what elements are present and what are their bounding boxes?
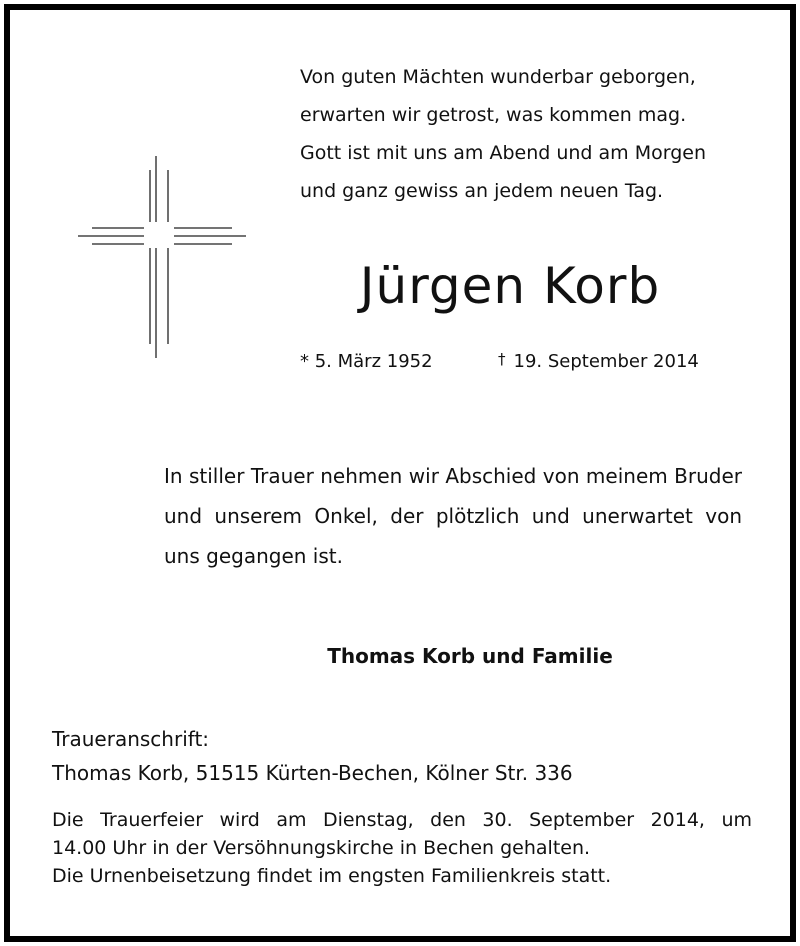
death-date-group — [498, 345, 699, 379]
verse-line: und ganz gewiss an jedem neuen Tag. — [300, 180, 664, 202]
deceased-name: Jürgen Korb — [359, 257, 661, 315]
birth-date: * 5. März 1952 — [300, 351, 433, 372]
dagger-icon: † — [498, 350, 506, 368]
verse-line: erwarten wir getrost, was kommen mag. — [300, 104, 687, 126]
service-line: Die Trauerfeier wird am Dienstag, den 30. September 2014, um — [52, 809, 752, 831]
death-date: 19. September 2014 — [513, 351, 699, 372]
verse-line: Gott ist mit uns am Abend und am Morgen — [300, 142, 706, 164]
mourning-address — [52, 722, 752, 790]
verse-line: Von guten Mächten wunderbar geborgen, — [300, 66, 696, 88]
address-value: Thomas Korb, 51515 Kürten-Bechen, Kölner Str. 336 — [52, 761, 573, 785]
mourning-message: In stiller Trauer nehmen wir Abschied von meinem Bruder und unserem Onkel, der plötzlich und unerwartet von uns gegangen ist. — [164, 464, 742, 568]
service-info — [52, 806, 752, 890]
service-line: Die Urnenbeisetzung findet im engsten Familienkreis statt. — [52, 865, 612, 887]
cross-icon — [72, 152, 252, 362]
address-label: Traueranschrift: — [52, 727, 210, 751]
verse-block — [300, 58, 770, 210]
service-line: 14.00 Uhr in der Versöhnungskirche in Bechen gehalten. — [52, 837, 591, 859]
family-signature: Thomas Korb und Familie — [327, 644, 613, 668]
